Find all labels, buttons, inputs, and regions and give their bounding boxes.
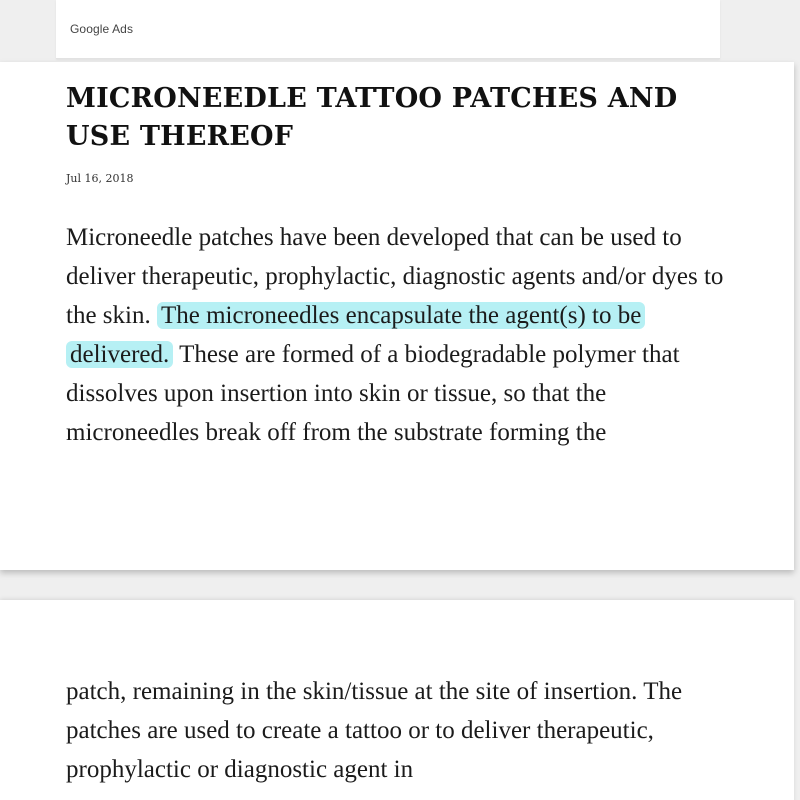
article-date: Jul 16, 2018: [66, 172, 134, 185]
body-text-segment: Microneedle patches have been developed that can be used to deliver therapeutic, prophylactic, diagnostic agents and/or dyes to the skin.: [66, 224, 724, 329]
body-text-segment: patch, remaining in the skin/tissue at the site of insertion. The patches are used to create a tattoo or to deliver therapeutic, prophylactic or diagnostic agent in: [66, 678, 683, 783]
ad-banner[interactable]: [56, 0, 720, 59]
article-title: MICRONEEDLE TATTOO PATCHES AND USE THEREOF: [66, 83, 678, 152]
article-body-page-1[interactable]: [66, 218, 726, 452]
body-text-segment: These are formed of a biodegradable polymer that dissolves upon insertion into skin or tissue, so that the microneedles break off from the substrate forming the: [66, 341, 680, 446]
highlighted-text[interactable]: The microneedles encapsulate the agent(s) to be delivered.: [66, 302, 645, 368]
ad-label: Google Ads: [70, 22, 134, 36]
article-body-page-2[interactable]: [66, 672, 726, 789]
